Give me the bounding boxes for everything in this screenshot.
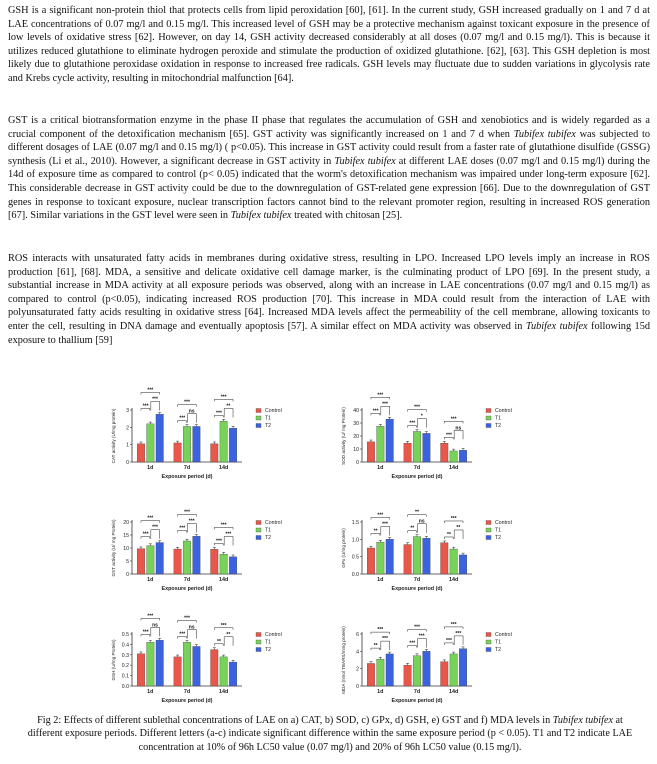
- x-tick-label: 14d: [449, 577, 459, 583]
- paragraph-gst: [8, 114, 650, 223]
- sig-label: ***: [152, 524, 158, 531]
- sig-label: ***: [446, 432, 452, 439]
- sig-label: ***: [450, 515, 457, 522]
- sig-label: ***: [184, 399, 190, 406]
- sig-label: ***: [216, 410, 222, 417]
- legend-label: Control: [495, 408, 512, 414]
- y-tick-label: 1.0: [351, 537, 359, 544]
- legend-swatch-t1: [486, 640, 491, 644]
- bar-t1-7d: [413, 537, 421, 574]
- sig-bracket: [151, 530, 160, 539]
- legend-label: T1: [265, 639, 272, 646]
- sig-label: ***: [142, 629, 149, 636]
- bar-control-14d: [211, 549, 219, 574]
- legend-label: T2: [265, 647, 272, 653]
- sig-bracket: [381, 527, 390, 536]
- sig-bracket: [188, 630, 197, 639]
- legend-label: T1: [495, 415, 502, 422]
- legend-label: Control: [265, 408, 282, 414]
- sig-label: ***: [414, 404, 420, 411]
- legend-label: T2: [265, 535, 272, 541]
- x-tick-label: 1d: [377, 577, 384, 583]
- y-tick-label: 0.5: [121, 632, 129, 638]
- chart-svg: [100, 600, 325, 708]
- text-run: at different exposure periods. Different letters (a-c) indicate significant difference within the same exposure period (p < 0.05). T1 and T2 indicate LAE concentration at 10% of 96h LC50 value (0.07 mg/l) and 20% of 96h LC50 value (0.15 mg/l).: [27, 715, 633, 753]
- bar-t1-7d: [183, 642, 191, 686]
- y-tick-label: 40: [353, 408, 359, 414]
- species-name: Tubifex tubifex: [230, 210, 292, 222]
- sig-label: ***: [382, 521, 388, 528]
- bar-t2-7d: [193, 426, 201, 462]
- legend-swatch-control: [256, 409, 261, 413]
- x-tick-label: 1d: [147, 577, 154, 583]
- sig-label: ***: [147, 613, 154, 620]
- bar-control-7d: [404, 545, 412, 574]
- sig-label: ***: [142, 403, 149, 410]
- bar-t1-1d: [377, 659, 385, 686]
- x-tick-label: 1d: [377, 465, 384, 471]
- y-tick-label: 20: [123, 520, 129, 526]
- bar-t2-7d: [423, 651, 431, 686]
- sig-bracket: [151, 402, 160, 411]
- sig-label: **: [415, 509, 419, 516]
- bar-control-1d: [367, 663, 375, 686]
- legend-label: Control: [495, 632, 512, 638]
- chart-gst: [100, 488, 325, 596]
- sig-label: **: [456, 524, 461, 531]
- sig-bracket: [381, 641, 390, 650]
- y-tick-label: 3: [126, 408, 129, 414]
- legend-swatch-t2: [486, 536, 491, 540]
- text-run: was subjected to different dosages of LAE (0.07 mg/l and 0.15 mg/l) ( p<0.05). This increase in GST activity could result from a faster rate of glutathione disulfide (GSSG) synthesis (Li et al., 2010). However, a significant decrease in GST activity in: [8, 128, 650, 167]
- sig-bracket: [418, 639, 427, 648]
- bar-t1-1d: [147, 546, 155, 574]
- chart-svg: [100, 376, 325, 484]
- sig-label: ***: [216, 538, 222, 545]
- sig-label: ns: [188, 624, 195, 631]
- bar-t1-14d: [450, 654, 458, 686]
- legend-swatch-control: [486, 633, 491, 637]
- paragraph-mda: [8, 252, 650, 347]
- x-tick-label: 7d: [183, 689, 191, 695]
- bar-t1-7d: [413, 656, 421, 686]
- bar-t1-14d: [450, 549, 458, 574]
- x-tick-label: 1d: [147, 689, 154, 695]
- bar-t2-7d: [423, 433, 431, 462]
- chart-mda: [330, 600, 555, 708]
- chart-svg: [330, 376, 555, 484]
- sig-bracket: [454, 636, 463, 645]
- text-run: at different LAE doses (0.07 mg/l and 0.15 mg/l) during the 14d of exposure time as compared to control (p< 0.05) indicated that the worm's detoxification mechanism was impaired under long-term exposure [62]. This considerable decrease in GST activity could be due to the downregulation of GST-related gene expression [66]. Due to the downregulation of GST genes in response to toxicant exposure, nuclear transcription factors cannot bind to the relevant promoter region, resulting in increased ROS generation [67]. Similar variations in the GST level were seen in: [8, 155, 650, 222]
- bar-t2-1d: [156, 543, 164, 574]
- y-tick-label: 0.3: [121, 652, 129, 659]
- legend-label: T1: [265, 415, 272, 422]
- bar-control-7d: [404, 665, 412, 686]
- figure-caption: [20, 714, 640, 754]
- chart-svg: [330, 600, 555, 708]
- x-tick-label: 14d: [219, 689, 229, 695]
- sig-label: ***: [455, 630, 462, 637]
- sig-label: ***: [377, 627, 384, 634]
- sig-label: ***: [372, 408, 379, 415]
- paragraph-gsh: [8, 4, 650, 86]
- y-tick-label: 0.4: [121, 642, 129, 649]
- sig-label: ***: [147, 387, 154, 394]
- species-name: Tubifex tubifex: [552, 715, 613, 726]
- sig-label: ***: [409, 420, 416, 427]
- x-axis-title: Exposure period (d): [161, 586, 213, 592]
- y-tick-label: 10: [353, 447, 359, 453]
- y-tick-label: 2: [126, 425, 129, 432]
- x-tick-label: 7d: [413, 465, 421, 471]
- legend-swatch-t1: [486, 416, 491, 420]
- y-tick-label: 0.2: [121, 663, 129, 670]
- bar-control-7d: [174, 657, 182, 686]
- y-tick-label: 2: [356, 666, 359, 673]
- chart-sod: [330, 376, 555, 484]
- sig-label: **: [447, 531, 451, 538]
- y-tick-label: 4: [356, 649, 359, 656]
- y-tick-label: 0.5: [351, 554, 359, 561]
- bar-t2-7d: [193, 646, 201, 686]
- sig-label: ***: [414, 624, 420, 631]
- y-tick-label: 0.0: [121, 684, 129, 690]
- y-axis-title: GSH (U/mg Protein): [111, 639, 116, 681]
- sig-label: ***: [147, 515, 154, 522]
- bar-t2-14d: [229, 557, 237, 574]
- chart-gsh: [100, 600, 325, 708]
- x-axis-title: Exposure period (d): [161, 698, 213, 704]
- bar-t2-1d: [386, 654, 394, 686]
- sig-label: ***: [382, 636, 388, 643]
- bar-t1-14d: [220, 657, 228, 686]
- sig-label: ***: [142, 531, 149, 538]
- y-axis-title: GPx (U/mg protein): [341, 528, 346, 568]
- y-axis-title: MDA (nmol TBARS/mmg protein): [341, 626, 346, 694]
- sig-label: ***: [409, 640, 416, 647]
- sig-label: ns: [152, 622, 158, 629]
- bar-control-14d: [211, 444, 219, 462]
- y-tick-label: 20: [353, 434, 359, 440]
- x-tick-label: 7d: [413, 689, 421, 695]
- text-run: GST is a critical biotransformation enzyme in the phase II phase that regulates the accumulation of GSH and xenobiotics and is widely regarded as a crucial component of the detoxification mechanism [65]. GST activity was significantly increased on 1 and 7 d when: [8, 115, 650, 140]
- y-axis-title: SOD activity (U/ mg Protein): [341, 407, 346, 465]
- legend-swatch-control: [256, 521, 261, 525]
- x-tick-label: 1d: [147, 465, 154, 471]
- legend-swatch-t2: [256, 648, 261, 652]
- species-name: Tubifex tubifex: [525, 320, 588, 332]
- bar-t2-14d: [229, 662, 237, 686]
- bar-control-7d: [404, 443, 412, 462]
- bar-t2-1d: [156, 414, 164, 462]
- chart-cat: [100, 376, 325, 484]
- sig-label: **: [226, 403, 231, 410]
- bar-control-14d: [441, 662, 449, 686]
- x-tick-label: 7d: [183, 577, 191, 583]
- bar-control-7d: [174, 549, 182, 574]
- bar-t1-1d: [147, 642, 155, 686]
- sig-label: **: [226, 631, 231, 638]
- bar-t2-7d: [193, 536, 201, 574]
- sig-label: ***: [446, 637, 452, 644]
- sig-bracket: [224, 536, 233, 545]
- legend-swatch-control: [486, 521, 491, 525]
- bar-t2-7d: [423, 538, 431, 574]
- sig-bracket: [454, 430, 463, 439]
- species-name: Tubifex tubifex: [334, 155, 396, 167]
- chart-svg: [330, 488, 555, 596]
- sig-label: ***: [184, 615, 190, 622]
- bar-t1-14d: [450, 451, 458, 462]
- sig-label: ***: [450, 416, 457, 423]
- chart-svg: [100, 488, 325, 596]
- sig-label: ***: [188, 518, 195, 525]
- y-tick-label: 0: [356, 460, 359, 466]
- y-axis-title: GST activity (U/ mg Protein): [111, 519, 116, 577]
- x-tick-label: 14d: [219, 577, 229, 583]
- y-tick-label: 0: [356, 684, 359, 690]
- sig-bracket: [224, 637, 233, 646]
- legend-swatch-t2: [486, 648, 491, 652]
- x-axis-title: Exposure period (d): [391, 698, 443, 704]
- bar-control-1d: [367, 548, 375, 574]
- bar-t2-14d: [459, 555, 467, 574]
- x-tick-label: 14d: [219, 465, 229, 471]
- text-run: following 15d exposure to thallium [59]: [8, 320, 651, 346]
- sig-label: ***: [179, 631, 186, 638]
- legend-swatch-t1: [256, 528, 261, 532]
- y-tick-label: 10: [123, 546, 129, 552]
- legend-swatch-t1: [256, 640, 261, 644]
- sig-label: ***: [377, 512, 384, 519]
- sig-label: **: [373, 643, 378, 650]
- sig-bracket: [188, 523, 197, 532]
- sig-label: **: [410, 525, 415, 532]
- bar-control-7d: [174, 443, 182, 462]
- x-axis-title: Exposure period (d): [391, 474, 443, 480]
- x-axis-title: Exposure period (d): [391, 586, 443, 592]
- x-tick-label: 14d: [449, 689, 459, 695]
- bar-control-14d: [441, 443, 449, 462]
- sig-label: ***: [179, 525, 186, 532]
- sig-label: *: [420, 413, 423, 420]
- bar-control-14d: [211, 650, 219, 686]
- legend-label: T1: [495, 639, 502, 646]
- y-tick-label: 30: [353, 421, 359, 427]
- y-axis-title: CAT activity (U/mg protein): [111, 408, 116, 464]
- sig-label: ***: [220, 522, 227, 529]
- sig-label: ***: [220, 622, 227, 629]
- bar-t2-1d: [156, 640, 164, 686]
- x-tick-label: 1d: [377, 689, 384, 695]
- legend-label: T1: [495, 527, 502, 534]
- sig-bracket: [454, 530, 463, 539]
- x-axis-title: Exposure period (d): [161, 474, 213, 480]
- bar-t1-1d: [147, 424, 155, 462]
- sig-label: ***: [225, 531, 232, 538]
- legend-swatch-t2: [256, 536, 261, 540]
- chart-gpx: [330, 488, 555, 596]
- sig-bracket: [381, 406, 390, 415]
- text-run: treated with chitosan [25].: [291, 210, 403, 222]
- y-tick-label: 0: [126, 572, 129, 578]
- sig-label: ***: [152, 396, 158, 403]
- y-tick-label: 1.5: [351, 520, 359, 526]
- bar-t2-1d: [386, 419, 394, 462]
- legend-label: Control: [265, 520, 282, 526]
- legend-label: T2: [495, 647, 502, 653]
- sig-label: ***: [179, 415, 186, 422]
- bar-t1-1d: [377, 426, 385, 462]
- legend-label: Control: [495, 520, 512, 526]
- y-tick-label: 1: [126, 442, 129, 449]
- sig-label: ns: [188, 408, 195, 415]
- legend-label: T2: [495, 423, 502, 429]
- legend-swatch-t1: [256, 416, 261, 420]
- sig-bracket: [418, 524, 427, 533]
- legend-label: T1: [265, 527, 272, 534]
- x-tick-label: 7d: [413, 577, 421, 583]
- sig-label: **: [373, 528, 378, 535]
- sig-bracket: [224, 408, 233, 417]
- text-run: GSH is a significant non-protein thiol that protects cells from lipid peroxidation [60], [61]. In the current study, GSH increased gradually on 1 and 7 d at LAE concentrations of 0.07 mg/l and 0.15 mg/l. This increased level of GSH may be a protective mechanism against toxicant exposure in the presence of low levels of oxidative stress [62]. However, on day 14, GSH activity decreased considerably at all doses (0.07 mg/l and 0.15 mg/l). This is because it utilizes reduced glutathione to eliminate hydrogen peroxide and stimulate the production of oxidized glutathione. [62], [63]. This GSH depletion is most likely due to glutathione peroxidase oxidation in response to increased free radicals. GSH levels may fluctuate due to sudden variations in glycolysis rate and Krebs cycle activity, resulting in mitochondrial malfunction [64].: [8, 5, 650, 84]
- legend-swatch-control: [256, 633, 261, 637]
- y-tick-label: 15: [123, 533, 129, 539]
- legend-swatch-control: [486, 409, 491, 413]
- bar-t2-14d: [229, 428, 237, 462]
- bar-t2-14d: [459, 649, 467, 686]
- bar-control-1d: [137, 444, 145, 462]
- y-tick-label: 0.1: [121, 673, 129, 680]
- sig-bracket: [151, 627, 160, 636]
- legend-swatch-t2: [486, 424, 491, 428]
- legend-label: T2: [265, 423, 272, 429]
- sig-label: ***: [450, 621, 457, 628]
- y-tick-label: 5: [126, 559, 129, 565]
- bar-t1-7d: [183, 541, 191, 574]
- bar-t1-7d: [413, 431, 421, 462]
- sig-label: ***: [184, 509, 190, 516]
- bar-t2-14d: [459, 450, 467, 462]
- y-tick-label: 0: [126, 460, 129, 466]
- bar-control-1d: [367, 442, 375, 462]
- sig-bracket: [418, 419, 427, 428]
- sig-label: ***: [382, 401, 388, 408]
- sig-bracket: [188, 414, 197, 423]
- legend-label: T2: [495, 535, 502, 541]
- legend-swatch-t1: [486, 528, 491, 532]
- sig-label: ns: [418, 518, 425, 525]
- x-tick-label: 7d: [183, 465, 191, 471]
- sig-label: ***: [220, 394, 227, 401]
- legend-swatch-t2: [256, 424, 261, 428]
- text-run: Fig 2: Effects of different sublethal concentrations of LAE on a) CAT, b) SOD, c) GPx, d) GSH, e) GST and f) MDA levels in: [37, 715, 553, 726]
- sig-label: ns: [455, 425, 462, 432]
- bar-control-1d: [137, 549, 145, 574]
- bar-control-14d: [441, 543, 449, 574]
- bar-t1-14d: [220, 554, 228, 574]
- bar-t1-1d: [377, 542, 385, 574]
- bar-control-1d: [137, 654, 145, 686]
- legend-label: Control: [265, 632, 282, 638]
- text-run: ROS interacts with unsaturated fatty acids in membranes during oxidative stress, resulting in LPO. Increased LPO levels imply an increase in ROS production [61], [68]. MDA, a sensitive and delicate oxidative cell damage marker, is the culminating product of LPO [69]. In the present study, a substantial increase in MDA activity at all exposure periods was observed, along with an increase in LAE concentrations (0.07 mg/l and 0.15 mg/l) as compared to control (p<0.05), indicating increased ROS production [70]. This increase in MDA could result from the interaction of LAE with polyunsaturated fatty acids resulting in oxidative stress [64]. Increased MDA levels affect the permeability of the cell membrane, allowing toxicants to enter the cell, resulting in DNA damage and eventually apoptosis [57]. A similar effect on MDA activity was observed in: [8, 253, 650, 332]
- y-tick-label: 6: [356, 632, 359, 638]
- bar-t1-14d: [220, 421, 228, 462]
- bar-t1-7d: [183, 426, 191, 462]
- bar-t2-1d: [386, 539, 394, 574]
- y-tick-label: 0.0: [351, 572, 359, 578]
- sig-label: ***: [377, 392, 384, 399]
- sig-label: **: [217, 638, 221, 645]
- sig-label: ***: [418, 633, 425, 640]
- x-tick-label: 14d: [449, 465, 459, 471]
- species-name: Tubifex tubifex: [513, 128, 576, 140]
